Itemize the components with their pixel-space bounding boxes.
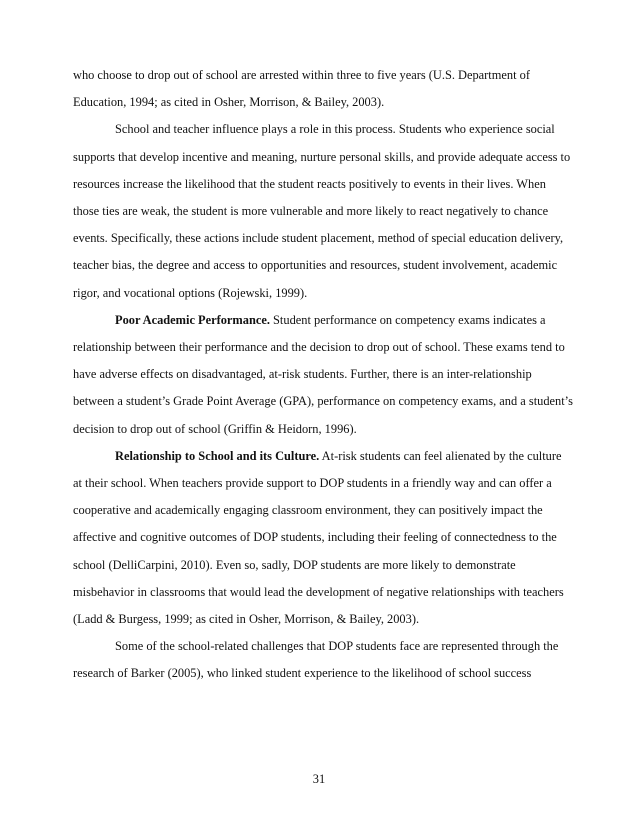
paragraph-school-teacher-influence: School and teacher influence plays a role in this process. Students who experience social supports that develop incentive and meaning, nurture personal skills, and provide adequate access to resources increase the likelihood that the student reacts positively to events in their lives. When those ties are weak, the student is more vulnerable and more likely to react negatively to chance events. Specifically, these actions include student placement, method of special education delivery, teacher bias, the degree and access to opportunities and resources, student involvement, academic rigor, and vocational options (Rojewski, 1999). <box>73 122 571 300</box>
body-text <box>73 62 573 688</box>
paragraph-body: At-risk students can feel alienated by the culture at their school. When teachers provide support to DOP students in a friendly way and can offer a cooperative and academically engaging classroom environment, they can positively impact the affective and cognitive outcomes of DOP students, including their feeling of connectedness to the school (DelliCarpini, 2010). Even so, sadly, DOP students are more likely to demonstrate misbehavior in classrooms that would lead the development of negative relationships with teachers (Ladd & Burgess, 1999; as cited in Osher, Morrison, & Bailey, 2003). <box>73 448 564 627</box>
paragraph-body: Student performance on competency exams indicates a relationship between their performance and the decision to drop out of school. These exams tend to have adverse effects on disadvantaged, at-risk students. Further, there is an inter-relationship between a student’s Grade Point Average (GPA), performance on competency exams, and a student’s decision to drop out of school (Griffin & Heidorn, 1996). <box>73 312 573 436</box>
paragraph-poor-academic-performance <box>73 307 573 443</box>
section-heading-relationship-to-school: Relationship to School and its Culture. <box>115 448 320 463</box>
paragraph-school-related-challenges: Some of the school-related challenges that DOP students face are represented through the research of Barker (2005), who linked student experience to the likelihood of school success <box>73 639 559 681</box>
paragraph-continuation: who choose to drop out of school are arrested within three to five years (U.S. Department of Education, 1994; as cited in Osher, Morrison, & Bailey, 2003). <box>73 68 530 110</box>
page-number: 31 <box>312 772 326 786</box>
paragraph-relationship-to-school <box>73 443 573 633</box>
section-heading-poor-academic-performance: Poor Academic Performance. <box>115 312 270 327</box>
